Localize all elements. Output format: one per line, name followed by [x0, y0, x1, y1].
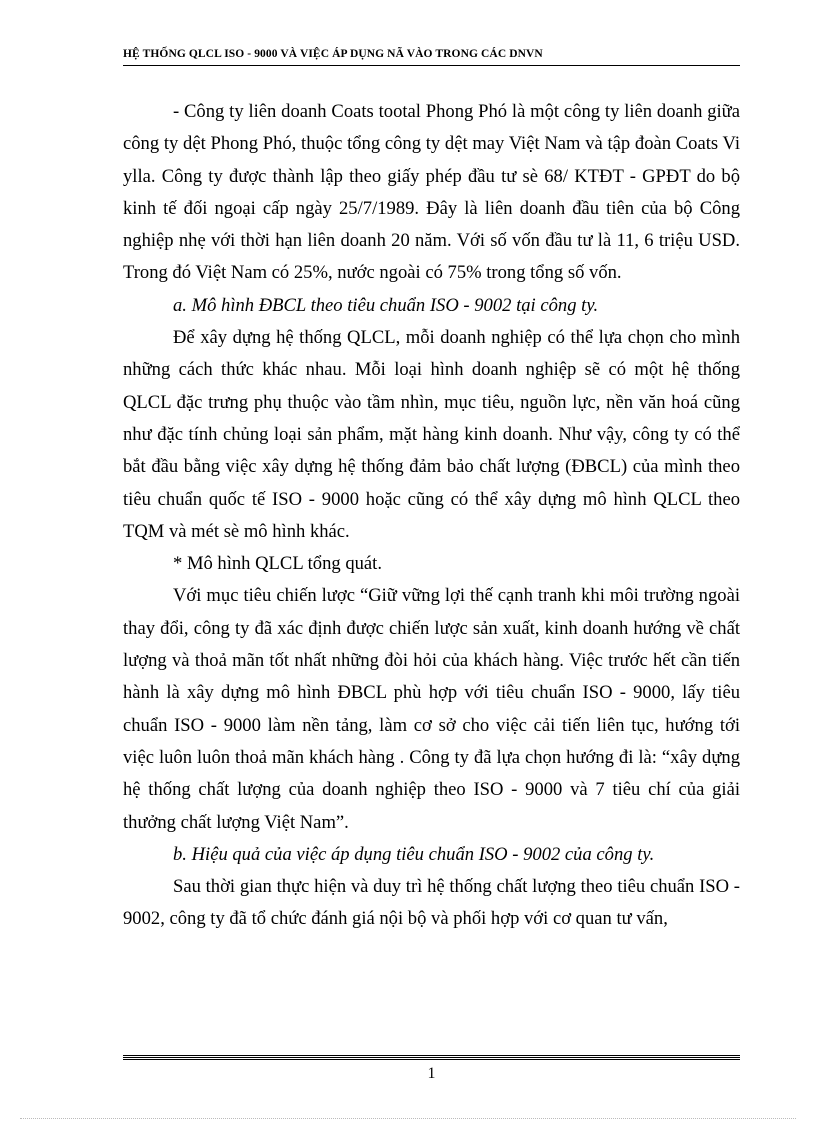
document-body: [123, 96, 740, 936]
running-header: HỆ THỐNG QLCL ISO - 9000 VÀ VIỆC ÁP DỤNG NÃ VÀO TRONG CÁC DNVN: [123, 48, 543, 60]
paragraph-strategy: Với mục tiêu chiến lược “Giữ vững lợi thế cạnh tranh khi môi trường ngoài thay đổi, công ty đã xác định được chiến lược sản xuất, kinh doanh hướng về chất lượng và thoả mãn tốt nhất những đòi hỏi của khách hàng. Việc trước hết cần tiến hành là xây dựng mô hình ĐBCL phù hợp với tiêu chuẩn ISO - 9000, lấy tiêu chuẩn ISO - 9000 làm nền tảng, làm cơ sở cho việc cải tiến liên tục, hướng tới việc luôn luôn thoả mãn khách hàng . Công ty đã lựa chọn hướng đi là: “xây dựng hệ thống chất lượng của doanh nghiệp theo ISO - 9000 và 7 tiêu chí của giải thưởng chất lượng Việt Nam”.: [123, 585, 740, 833]
heading-general-model: * Mô hình QLCL tổng quát.: [173, 553, 382, 575]
header-rule: [123, 65, 740, 66]
footer-rule-bottom: [123, 1059, 740, 1060]
footer-rule-middle: [123, 1057, 740, 1058]
heading-section-a: a. Mô hình ĐBCL theo tiêu chuẩn ISO - 9002 tại công ty.: [173, 294, 599, 316]
page-number: 1: [427, 1065, 436, 1082]
paragraph-qlcl-approach: Để xây dựng hệ thống QLCL, mỗi doanh nghiệp có thể lựa chọn cho mình những cách thức khác nhau. Mỗi loại hình doanh nghiệp sẽ có một hệ thống QLCL đặc trưng phụ thuộc vào tầm nhìn, mục tiêu, nguồn lực, nền văn hoá cũng như đặc tính chủng loại sản phẩm, mặt hàng kinh doanh. Như vậy, công ty có thể bắt đầu bằng việc xây dựng hệ thống đảm bảo chất lượng (ĐBCL) của mình theo tiêu chuẩn quốc tế ISO - 9000 hoặc cũng có thể xây dựng mô hình QLCL theo TQM và mét sè mô hình khác.: [123, 327, 740, 542]
paragraph-company-intro: - Công ty liên doanh Coats tootal Phong Phó là một công ty liên doanh giữa công ty dệt Phong Phó, thuộc tổng công ty dệt may Việt Nam và tập đoàn Coats Vi ylla. Công ty được thành lập theo giấy phép đầu tư sè 68/ KTĐT - GPĐT do bộ kinh tế đối ngoại cấp ngày 25/7/1989. Đây là liên doanh đầu tiên của bộ Công nghiệp nhẹ với thời hạn liên doanh 20 năm. Với số vốn đầu tư là 11, 6 triệu USD. Trong đó Việt Nam có 25%, nước ngoài có 75% trong tổng số vốn.: [123, 101, 740, 284]
page-edge-dots: [20, 1118, 796, 1119]
heading-section-b: b. Hiệu quả của việc áp dụng tiêu chuẩn ISO - 9002 của công ty.: [173, 843, 655, 865]
paragraph-results: Sau thời gian thực hiện và duy trì hệ thống chất lượng theo tiêu chuẩn ISO - 9002, công ty đã tổ chức đánh giá nội bộ và phối hợp với cơ quan tư vấn,: [123, 876, 740, 930]
footer-rule-top: [123, 1055, 740, 1056]
